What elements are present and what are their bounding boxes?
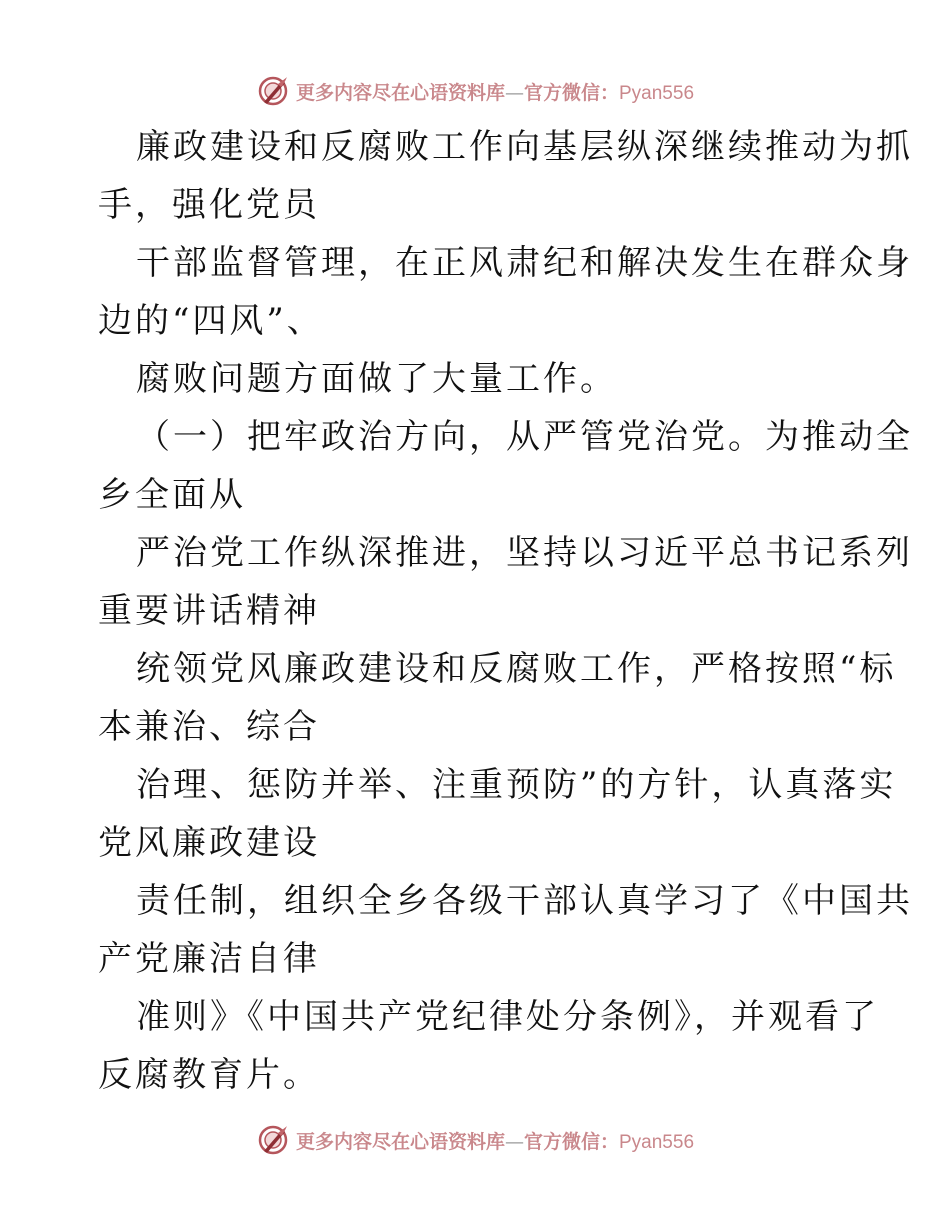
- document-line: 手，强化党员: [98, 185, 320, 225]
- document-line: 责任制，组织全乡各级干部认真学习了《中国共: [136, 881, 913, 921]
- document-line: 廉政建设和反腐败工作向基层纵深继续推动为抓: [136, 127, 913, 167]
- document-line: 乡全面从: [98, 475, 246, 515]
- document-line: 边的“四风”、: [98, 301, 324, 341]
- document-body: [98, 118, 913, 1104]
- document-line: 产党廉洁自律: [98, 939, 320, 979]
- quill-seal-icon: [256, 74, 290, 108]
- document-line: 本兼治、综合: [98, 707, 320, 747]
- quill-seal-icon: [256, 1123, 290, 1157]
- document-line: 干部监督管理，在正风肃纪和解决发生在群众身: [136, 243, 913, 283]
- document-line: （一）把牢政治方向，从严管党治党。为推动全: [136, 417, 913, 457]
- document-line: 治理、惩防并举、注重预防”的方针，认真落实: [136, 765, 897, 805]
- document-line: 统领党风廉政建设和反腐败工作，严格按照“标: [136, 649, 897, 689]
- document-line: 准则》《中国共产党纪律处分条例》，并观看了: [136, 997, 879, 1037]
- document-line: 党风廉政建设: [98, 823, 320, 863]
- watermark-text: 更多内容尽在心语资料库—官方微信：Pyan556: [295, 1130, 695, 1153]
- document-line: 腐败问题方面做了大量工作。: [136, 359, 617, 399]
- header-watermark: [0, 71, 950, 111]
- document-line: 反腐教育片。: [98, 1055, 320, 1095]
- document-line: 严治党工作纵深推进，坚持以习近平总书记系列: [136, 533, 913, 573]
- document-line: 重要讲话精神: [98, 591, 320, 631]
- watermark-text: 更多内容尽在心语资料库—官方微信：Pyan556: [295, 81, 695, 104]
- footer-watermark: [0, 1120, 950, 1160]
